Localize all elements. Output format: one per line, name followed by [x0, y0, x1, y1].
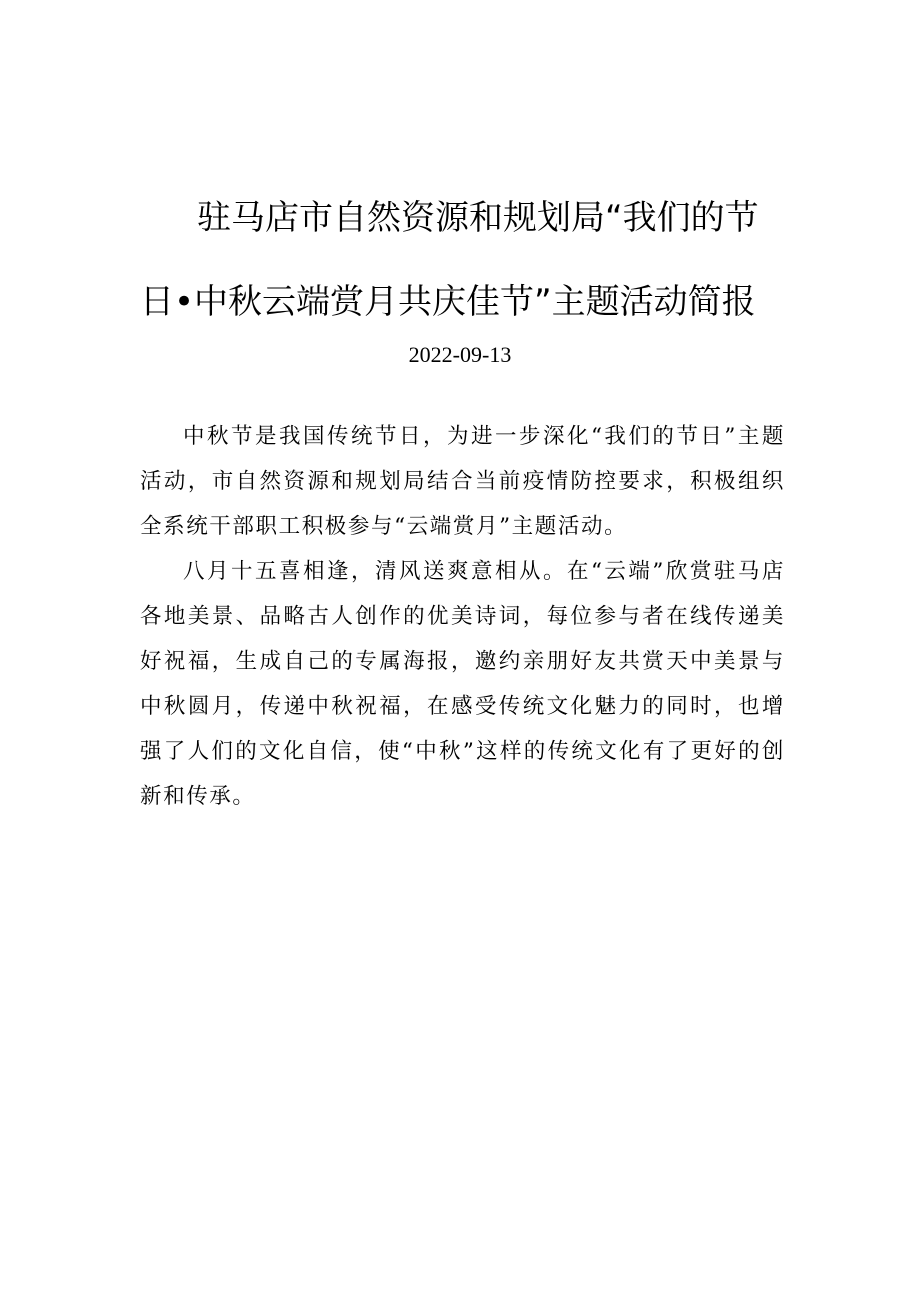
body-paragraph-2: 八月十五喜相逢，清风送爽意相从。在“云端”欣赏驻马店各地美景、品略古人创作的优美诗词，每位参与者在线传递美好祝福，生成自己的专属海报，邀约亲朋好友共赏天中美景与中秋圆月，传递中秋祝福，在感受传统文化魅力的同时，也增强了人们的文化自信，使“中秋”这样的传统文化有了更好的创新和传承。 [140, 559, 785, 809]
document-body [140, 414, 785, 819]
document-title-line-1: 驻马店市自然资源和规划局“我们的节 [197, 198, 759, 238]
document-date: 2022-09-13 [408, 342, 512, 367]
body-paragraph-1: 中秋节是我国传统节日，为进一步深化“我们的节日”主题活动，市自然资源和规划局结合当前疫情防控要求，积极组织全系统干部职工积极参与“云端赏月”主题活动。 [140, 424, 785, 539]
document-title-line-2: 日•中秋云端赏月共庆佳节”主题活动简报 [140, 282, 756, 322]
